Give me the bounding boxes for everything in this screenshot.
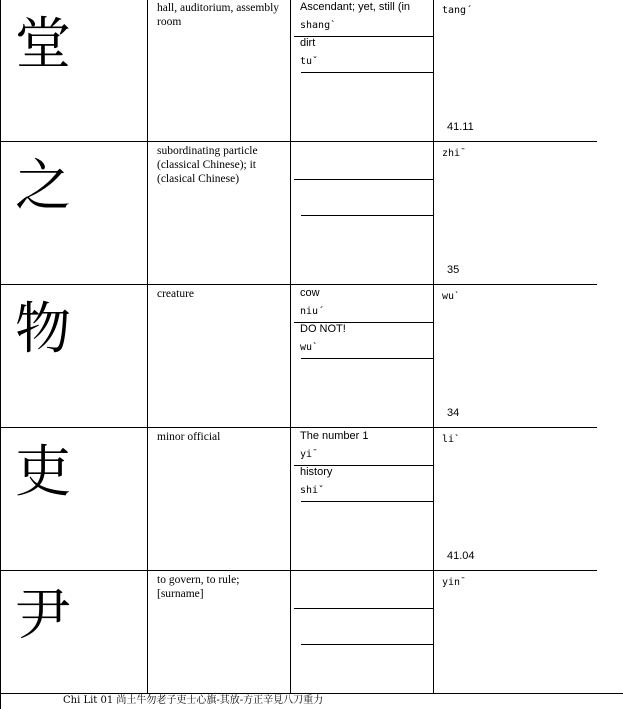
component-meaning: The number 1: [300, 430, 369, 442]
footer-caption: Chi Lit 01 尚土牛勿老子吏士心旗-其放-方正辛見八刀重力: [63, 695, 324, 706]
row-divider: [0, 570, 597, 571]
lesson-number: 34: [447, 407, 460, 419]
component-rule: [301, 215, 433, 216]
component-rule: [301, 358, 433, 359]
component-pinyin: shiˇ: [300, 485, 325, 496]
component-meaning: DO NOT!: [300, 323, 346, 335]
meaning-cell: minor official: [157, 431, 221, 443]
character-cell: 物: [15, 297, 71, 362]
component-pinyin: shang`: [300, 20, 337, 31]
component-rule: [294, 179, 433, 180]
component-rule: [294, 608, 433, 609]
pinyin-cell: yin¯: [442, 577, 467, 588]
component-pinyin: tuˇ: [300, 56, 319, 67]
pinyin-cell: wu`: [442, 291, 461, 302]
meaning-cell: creature: [157, 288, 195, 300]
component-meaning: Ascendant; yet, still (in: [300, 1, 411, 13]
column-divider: [290, 0, 291, 693]
character-cell: 吏: [15, 440, 71, 505]
component-pinyin: wu`: [300, 342, 319, 353]
pinyin-cell: zhi¯: [442, 148, 467, 159]
component-rule: [301, 644, 433, 645]
component-pinyin: yi¯: [300, 449, 319, 460]
component-rule: [301, 501, 433, 502]
pinyin-cell: tang´: [442, 5, 473, 16]
lesson-number: 35: [447, 264, 460, 276]
meaning-cell: hall, auditorium, assembly room: [157, 2, 280, 28]
meaning-cell: subordinating particle (classical Chinese); it (clasical Chinese): [157, 145, 258, 185]
character-cell: 之: [15, 154, 71, 219]
row-divider: [0, 427, 597, 428]
column-divider: [147, 0, 148, 693]
meaning-cell: to govern, to rule; [surname]: [157, 574, 240, 600]
table-left-border: [0, 0, 1, 709]
lesson-number: 41.04: [447, 550, 475, 562]
component-rule: [301, 72, 433, 73]
character-cell: 堂: [15, 12, 71, 77]
character-cell: 尹: [15, 583, 71, 648]
column-divider: [433, 0, 434, 693]
row-divider: [0, 284, 597, 285]
row-divider: [0, 141, 597, 142]
component-pinyin: niu´: [300, 306, 325, 317]
component-meaning: history: [300, 466, 333, 478]
pinyin-cell: li`: [442, 434, 461, 445]
component-meaning: cow: [300, 287, 320, 299]
lesson-number: 41.11: [447, 121, 474, 133]
component-meaning: dirt: [300, 37, 316, 49]
